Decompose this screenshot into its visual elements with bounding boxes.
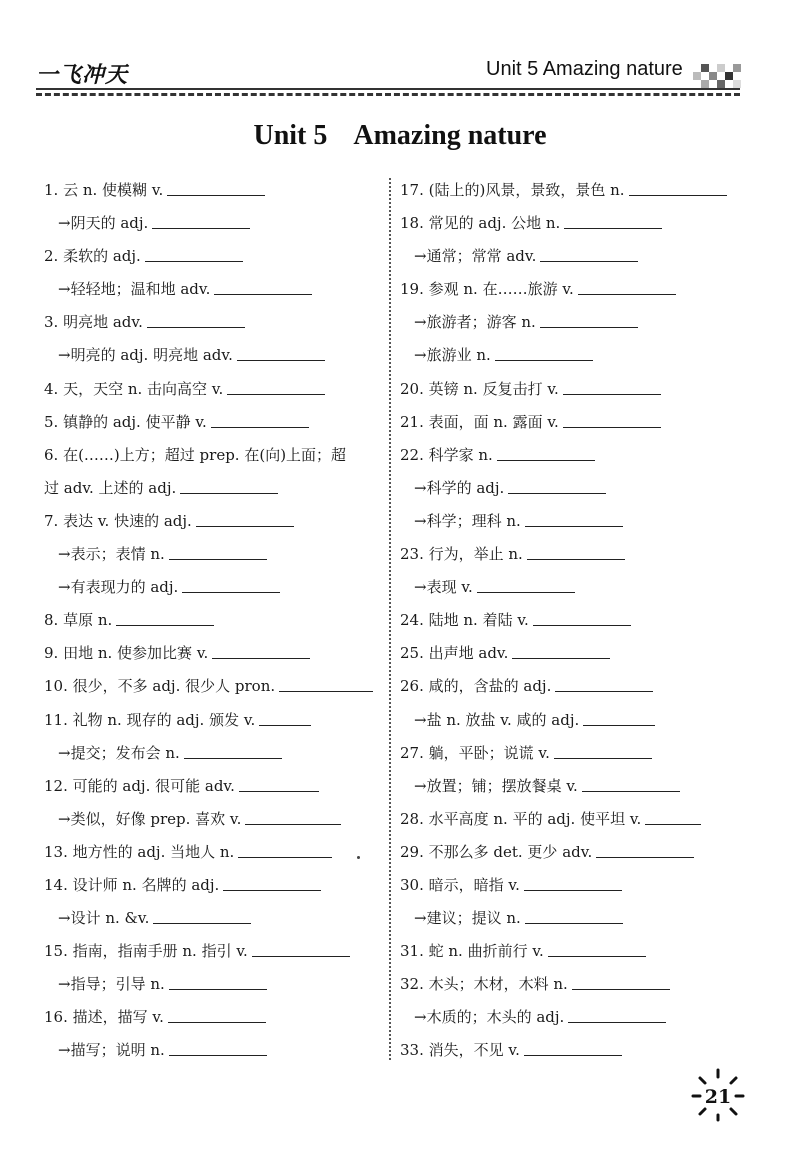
vocab-entry: →表现 v. <box>400 571 745 604</box>
vocab-entry: 3. 明亮地 adv. <box>44 306 384 339</box>
left-vocab-column <box>44 174 384 1068</box>
vocab-entry: →提交；发布会 n. <box>44 737 384 770</box>
vocab-entry: 21. 表面，面 n. 露面 v. <box>400 406 745 439</box>
title-name: Amazing nature <box>353 120 547 151</box>
answer-blank[interactable] <box>563 379 661 395</box>
right-vocab-column <box>400 174 745 1068</box>
answer-blank[interactable] <box>153 908 251 924</box>
answer-blank[interactable] <box>147 312 245 328</box>
vocab-entry: 5. 镇静的 adj. 使平静 v. <box>44 406 384 439</box>
vocab-entry: →描写；说明 n. <box>44 1034 384 1067</box>
vocab-entry: →类似，好像 prep. 喜欢 v. <box>44 803 384 836</box>
vocab-entry: →科学的 adj. <box>400 472 745 505</box>
answer-blank[interactable] <box>252 941 350 957</box>
vocab-entry: →旅游者；游客 n. <box>400 306 745 339</box>
vocab-entry: 25. 出声地 adv. <box>400 637 745 670</box>
answer-blank[interactable] <box>629 180 727 196</box>
answer-blank[interactable] <box>169 1040 267 1056</box>
running-head: Unit 5 Amazing nature <box>486 58 683 80</box>
answer-blank[interactable] <box>180 478 278 494</box>
answer-blank[interactable] <box>524 1040 622 1056</box>
header-rule <box>36 88 740 90</box>
vocab-entry: 20. 英镑 n. 反复击打 v. <box>400 373 745 406</box>
answer-blank[interactable] <box>497 445 595 461</box>
page-number: 21 <box>704 1086 732 1108</box>
answer-blank[interactable] <box>495 345 593 361</box>
vocab-entry: 9. 田地 n. 使参加比赛 v. <box>44 637 384 670</box>
vocab-entry: →木质的；木头的 adj. <box>400 1001 745 1034</box>
vocab-entry: 24. 陆地 n. 着陆 v. <box>400 604 745 637</box>
answer-blank[interactable] <box>525 511 623 527</box>
answer-blank[interactable] <box>512 643 610 659</box>
page-title <box>0 120 800 152</box>
checker-decoration-icon <box>693 62 741 88</box>
vocab-entry: 8. 草原 n. <box>44 604 384 637</box>
vocab-entry: →明亮的 adj. 明亮地 adv. <box>44 339 384 372</box>
vocab-entry: 13. 地方性的 adj. 当地人 n. <box>44 836 384 869</box>
vocab-entry: →建议；提议 n. <box>400 902 745 935</box>
answer-blank[interactable] <box>211 412 309 428</box>
answer-blank[interactable] <box>212 643 310 659</box>
answer-blank[interactable] <box>582 776 680 792</box>
vocab-entry: 32. 木头；木材，木料 n. <box>400 968 745 1001</box>
answer-blank[interactable] <box>169 544 267 560</box>
answer-blank[interactable] <box>279 676 373 692</box>
vocab-entry: →轻轻地；温和地 adv. <box>44 273 384 306</box>
answer-blank[interactable] <box>540 312 638 328</box>
vocab-entry: 30. 暗示，暗指 v. <box>400 869 745 902</box>
answer-blank[interactable] <box>533 610 631 626</box>
vocab-entry: →指导；引导 n. <box>44 968 384 1001</box>
header-dashed-rule <box>36 93 740 96</box>
vocab-entry: 22. 科学家 n. <box>400 439 745 472</box>
vocab-entry: 29. 不那么多 det. 更少 adv. <box>400 836 745 869</box>
stray-dot <box>357 856 360 859</box>
answer-blank[interactable] <box>152 213 250 229</box>
vocab-entry: 19. 参观 n. 在……旅游 v. <box>400 273 745 306</box>
page-number-badge <box>688 1066 748 1122</box>
vocab-entry: 28. 水平高度 n. 平的 adj. 使平坦 v. <box>400 803 745 836</box>
answer-blank[interactable] <box>168 1007 266 1023</box>
answer-blank[interactable] <box>596 842 694 858</box>
vocab-entry: 15. 指南，指南手册 n. 指引 v. <box>44 935 384 968</box>
vocab-entry: →阴天的 adj. <box>44 207 384 240</box>
vocab-entry: →放置；铺；摆放餐桌 v. <box>400 770 745 803</box>
vocab-entry: 23. 行为，举止 n. <box>400 538 745 571</box>
vocab-entry: 26. 咸的，含盐的 adj. <box>400 670 745 703</box>
answer-blank[interactable] <box>167 180 265 196</box>
vocab-entry: 33. 消失，不见 v. <box>400 1034 745 1067</box>
vocab-entry: 16. 描述，描写 v. <box>44 1001 384 1034</box>
answer-blank[interactable] <box>572 974 670 990</box>
answer-blank[interactable] <box>223 875 321 891</box>
title-unit: Unit 5 <box>253 120 328 151</box>
answer-blank[interactable] <box>554 743 652 759</box>
page-header <box>0 0 800 100</box>
answer-blank[interactable] <box>548 941 646 957</box>
vocab-entry: →旅游业 n. <box>400 339 745 372</box>
answer-blank[interactable] <box>568 1007 666 1023</box>
answer-blank[interactable] <box>508 478 606 494</box>
vocab-entry: →设计 n. &v. <box>44 902 384 935</box>
vocab-entry: 6. 在(……)上方；超过 prep. 在(向)上面；超 <box>44 445 347 464</box>
brand-logo: 一飞冲天 <box>36 63 129 88</box>
vocab-entry: →盐 n. 放盐 v. 咸的 adj. <box>400 704 745 737</box>
vocab-entry: 12. 可能的 adj. 很可能 adv. <box>44 770 384 803</box>
vocab-entry: →有表现力的 adj. <box>44 571 384 604</box>
answer-blank[interactable] <box>238 842 332 858</box>
vocab-entry: 过 adv. 上述的 adj. <box>44 472 384 505</box>
answer-blank[interactable] <box>563 412 661 428</box>
vocab-entry: 7. 表达 v. 快速的 adj. <box>44 505 384 538</box>
answer-blank[interactable] <box>527 544 625 560</box>
vocab-entry: 31. 蛇 n. 曲折前行 v. <box>400 935 745 968</box>
answer-blank[interactable] <box>169 974 267 990</box>
answer-blank[interactable] <box>227 379 325 395</box>
vocab-entry: 11. 礼物 n. 现存的 adj. 颁发 v. <box>44 704 384 737</box>
vocab-entry: 10. 很少，不多 adj. 很少人 pron. <box>44 670 384 703</box>
answer-blank[interactable] <box>145 246 243 262</box>
answer-blank[interactable] <box>583 710 655 726</box>
vocab-entry: 4. 天，天空 n. 击向高空 v. <box>44 373 384 406</box>
answer-blank[interactable] <box>578 279 676 295</box>
answer-blank[interactable] <box>237 345 325 361</box>
vocab-entry: 2. 柔软的 adj. <box>44 240 384 273</box>
answer-blank[interactable] <box>196 511 294 527</box>
vocab-entry: 17. (陆上的)风景，景致，景色 n. <box>400 174 745 207</box>
vocab-entry: 1. 云 n. 使模糊 v. <box>44 174 384 207</box>
column-divider <box>389 178 391 1060</box>
vocab-entry: 27. 躺，平卧；说谎 v. <box>400 737 745 770</box>
answer-blank[interactable] <box>116 610 214 626</box>
answer-blank[interactable] <box>259 710 311 726</box>
vocab-entry: →表示；表情 n. <box>44 538 384 571</box>
answer-blank[interactable] <box>184 743 282 759</box>
answer-blank[interactable] <box>239 776 319 792</box>
answer-blank[interactable] <box>524 875 622 891</box>
answer-blank[interactable] <box>525 908 623 924</box>
answer-blank[interactable] <box>245 809 341 825</box>
vocab-entry: →通常；常常 adv. <box>400 240 745 273</box>
vocab-entry: →科学；理科 n. <box>400 505 745 538</box>
vocab-entry: 14. 设计师 n. 名牌的 adj. <box>44 869 384 902</box>
answer-blank[interactable] <box>214 279 312 295</box>
answer-blank[interactable] <box>182 577 280 593</box>
vocab-entry: 18. 常见的 adj. 公地 n. <box>400 207 745 240</box>
answer-blank[interactable] <box>645 809 701 825</box>
answer-blank[interactable] <box>555 676 653 692</box>
answer-blank[interactable] <box>540 246 638 262</box>
answer-blank[interactable] <box>477 577 575 593</box>
answer-blank[interactable] <box>564 213 662 229</box>
